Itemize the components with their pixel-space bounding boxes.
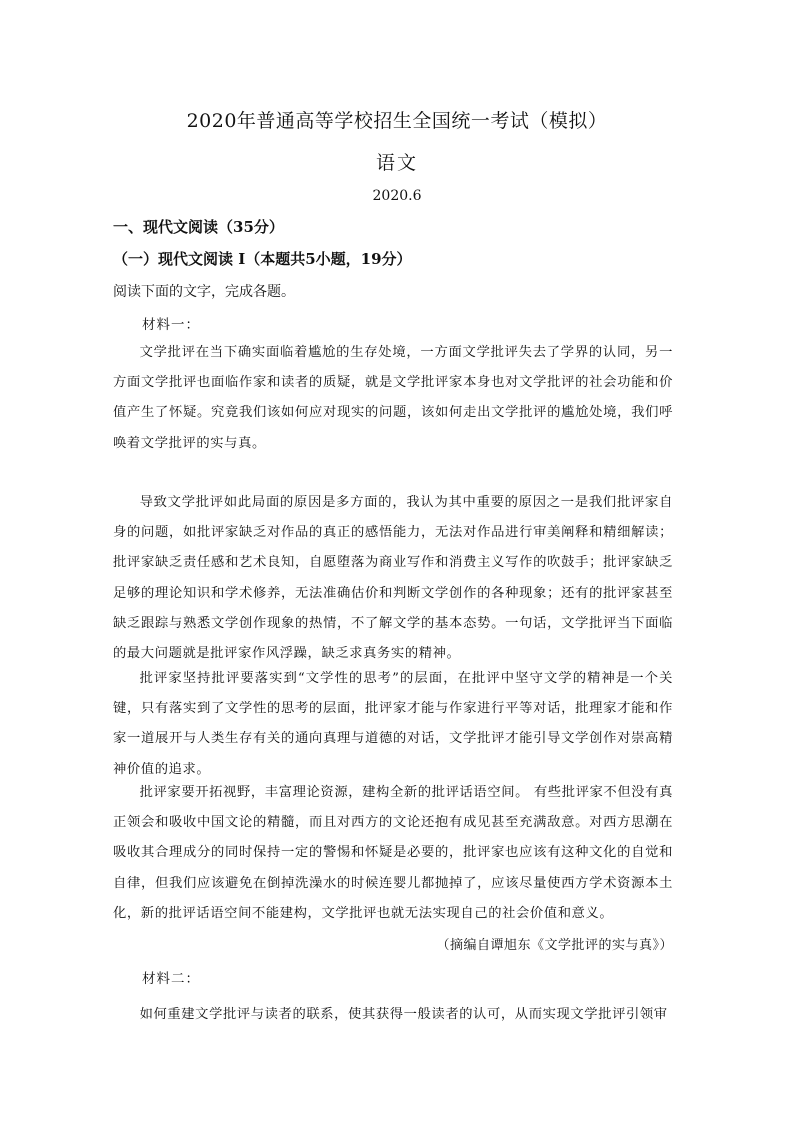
material-one-paragraph: 批评家坚持批评要落实到“文学性的思考”的层面，在批评中坚守文学的精神是一个关键，只有落实到了文学性的思考的层面，批评家才能与作家进行平等对话，批理家才能和作家一道展开与人类生存有关的通向真理与道德的对话，文学批评才能引导文学创作对崇高精神价值的追求。 xyxy=(113,671,673,777)
reading-instruction: 阅读下面的文字，完成各题。 xyxy=(113,284,295,300)
material-two-label: 材料二： xyxy=(142,971,200,987)
material-one-paragraph: 文学批评在当下确实面临着尴尬的生存处境，一方面文学批评失去了学界的认同，另一方面文学批评也面临作家和读者的质疑，就是文学批评家本身也对文学批评的社会功能和价值产生了怀疑。究竟我们该如何应对现实的问题，该如何走出文学批评的尴尬处境，我们呼唤着文学批评的实与真。 xyxy=(113,345,673,451)
section-heading: 一、现代文阅读（35分） xyxy=(113,218,284,236)
material-one-paragraph: 导致文学批评如此局面的原因是多方面的，我认为其中重要的原因之一是我们批评家自身的问题，如批评家缺乏对作品的真正的感悟能力，无法对作品进行审美阐释和精细解读；批评家缺乏责任感和艺术良知，自愿堕落为商业写作和消费主义写作的吹鼓手；批评家缺乏足够的理论知识和学术修养，无法准确估价和判断文学创作的各种现象；还有的批评家甚至缺乏跟踪与熟悉文学创作现象的热情，不了解文学的基本态势。一句话，文学批评当下面临的最大问题就是批评家作风浮躁，缺乏求真务实的精神。 xyxy=(113,495,673,662)
material-two-paragraph: 如何重建文学批评与读者的联系，使其获得一般读者的认可，从而实现文学批评引领审 xyxy=(139,1007,668,1022)
exam-subject: 语文 xyxy=(375,152,418,174)
exam-date: 2020.6 xyxy=(372,188,422,204)
exam-title: 2020年普通高等学校招生全国统一考试（模拟） xyxy=(186,110,608,132)
material-one-label: 材料一： xyxy=(142,317,200,333)
sub-section-heading: （一）现代文阅读 I（本题共5小题，19分） xyxy=(113,250,412,268)
material-one-source: （摘编自谭旭东《文学批评的实与真》） xyxy=(436,938,673,953)
material-one-paragraph: 批评家要开拓视野，丰富理论资源，建构全新的批评话语空间。 有些批评家不但没有真正领会和吸收中国文论的精髓，而且对西方的文论还抱有成见甚至充满敌意。对西方思潮在吸收其合理成分的同时保持一定的警惕和怀疑是必要的，批评家也应该有这种文化的自觉和自律，但我们应该避免在倒掉洗澡水的时候连婴儿都抛掉了，应该尽量使西方学术资源本土化，新的批评话语空间不能建构，文学批评也就无法实现自己的社会价值和意义。 xyxy=(113,785,673,921)
